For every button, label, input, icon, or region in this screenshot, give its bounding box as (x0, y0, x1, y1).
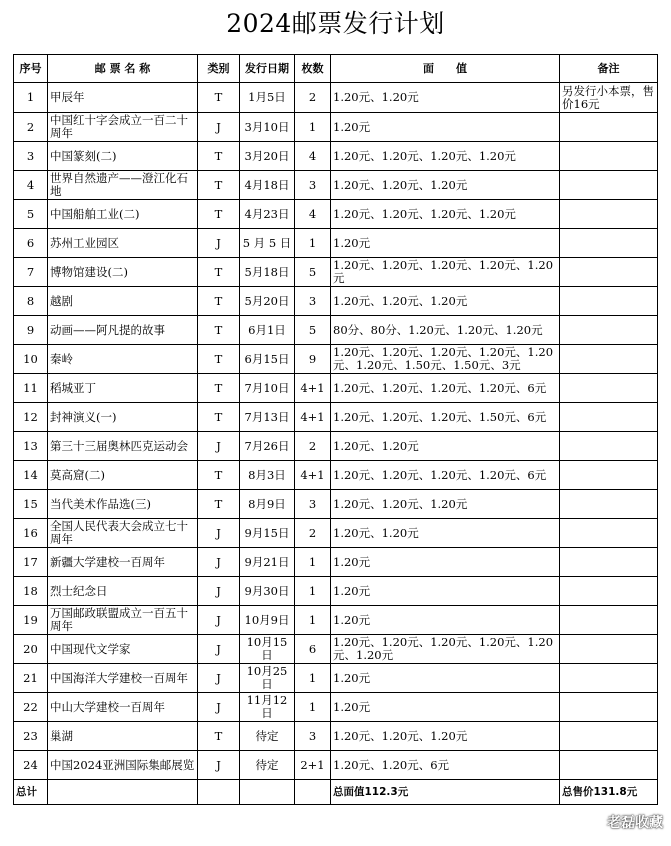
row-count: 3 (295, 490, 331, 519)
total-note: 总售价131.8元 (560, 780, 658, 805)
row-type: T (198, 83, 240, 113)
row-date: 7月13日 (240, 403, 295, 432)
table-row (14, 374, 658, 403)
row-name: 中国船舶工业(二) (48, 200, 198, 229)
row-value: 1.20元、1.20元、1.20元、1.20元、6元 (331, 461, 560, 490)
row-no: 6 (14, 229, 48, 258)
row-type: T (198, 258, 240, 287)
table-row (14, 548, 658, 577)
row-value: 1.20元、1.20元、1.20元 (331, 490, 560, 519)
row-count: 2 (295, 432, 331, 461)
row-date: 9月15日 (240, 519, 295, 548)
row-count: 3 (295, 722, 331, 751)
table-row (14, 461, 658, 490)
table-row (14, 722, 658, 751)
row-value: 1.20元 (331, 113, 560, 142)
table-row (14, 113, 658, 142)
table-row (14, 200, 658, 229)
row-note (560, 316, 658, 345)
row-type: J (198, 519, 240, 548)
row-name: 烈士纪念日 (48, 577, 198, 606)
total-empty (295, 780, 331, 805)
table-row (14, 316, 658, 345)
table-row (14, 635, 658, 664)
table-row (14, 142, 658, 171)
row-value: 1.20元 (331, 693, 560, 722)
row-type: T (198, 403, 240, 432)
row-type: J (198, 432, 240, 461)
row-type: J (198, 577, 240, 606)
row-no: 21 (14, 664, 48, 693)
total-row (14, 780, 658, 805)
row-count: 4+1 (295, 403, 331, 432)
table-row (14, 664, 658, 693)
row-count: 1 (295, 664, 331, 693)
table-row (14, 345, 658, 374)
row-count: 2 (295, 519, 331, 548)
row-count: 4+1 (295, 374, 331, 403)
row-count: 5 (295, 258, 331, 287)
row-value: 1.20元、1.20元、1.20元、1.20元 (331, 200, 560, 229)
row-date: 5月20日 (240, 287, 295, 316)
table-row (14, 287, 658, 316)
row-date: 10月9日 (240, 606, 295, 635)
row-note (560, 635, 658, 664)
row-no: 18 (14, 577, 48, 606)
table-row (14, 519, 658, 548)
page-title: 2024邮票发行计划 (226, 9, 445, 38)
watermark: 老磊收藏 (607, 815, 663, 831)
row-note (560, 664, 658, 693)
row-count: 9 (295, 345, 331, 374)
row-no: 2 (14, 113, 48, 142)
row-date: 5 月 5 日 (240, 229, 295, 258)
row-value: 1.20元、1.20元、1.20元、1.20元、1.20元、1.20元、1.50元、1.50元、3元 (331, 345, 560, 374)
row-note (560, 200, 658, 229)
row-no: 11 (14, 374, 48, 403)
row-name: 万国邮政联盟成立一百五十周年 (48, 606, 198, 635)
row-value: 1.20元、1.20元 (331, 519, 560, 548)
header-count: 枚数 (295, 55, 331, 83)
row-name: 中国现代文学家 (48, 635, 198, 664)
row-no: 1 (14, 83, 48, 113)
header-no: 序号 (14, 55, 48, 83)
row-note (560, 519, 658, 548)
row-no: 12 (14, 403, 48, 432)
row-note (560, 751, 658, 780)
row-count: 2 (295, 83, 331, 113)
row-value: 1.20元 (331, 548, 560, 577)
row-value: 1.20元、1.20元、6元 (331, 751, 560, 780)
row-note (560, 171, 658, 200)
row-note (560, 142, 658, 171)
row-count: 4 (295, 200, 331, 229)
row-date: 7月10日 (240, 374, 295, 403)
row-value: 1.20元、1.20元 (331, 83, 560, 113)
row-note: 另发行小本票，售价16元 (560, 83, 658, 113)
row-type: T (198, 316, 240, 345)
table-row (14, 229, 658, 258)
row-name: 莫高窟(二) (48, 461, 198, 490)
row-count: 4 (295, 142, 331, 171)
row-note (560, 374, 658, 403)
row-name: 中山大学建校一百周年 (48, 693, 198, 722)
row-note (560, 258, 658, 287)
row-value: 1.20元、1.20元、1.20元 (331, 171, 560, 200)
row-no: 24 (14, 751, 48, 780)
row-no: 20 (14, 635, 48, 664)
header-note: 备注 (560, 55, 658, 83)
row-no: 9 (14, 316, 48, 345)
table-row (14, 403, 658, 432)
row-type: J (198, 664, 240, 693)
row-name: 中国2024亚洲国际集邮展览 (48, 751, 198, 780)
header-value: 面 值 (331, 55, 560, 83)
table-row (14, 693, 658, 722)
row-date: 9月30日 (240, 577, 295, 606)
row-note (560, 113, 658, 142)
row-no: 4 (14, 171, 48, 200)
row-note (560, 693, 658, 722)
row-note (560, 229, 658, 258)
row-type: T (198, 374, 240, 403)
row-value: 1.20元 (331, 664, 560, 693)
row-count: 1 (295, 693, 331, 722)
row-name: 博物馆建设(二) (48, 258, 198, 287)
row-date: 8月9日 (240, 490, 295, 519)
table-row (14, 83, 658, 113)
row-date: 10月15日 (240, 635, 295, 664)
row-count: 4+1 (295, 461, 331, 490)
row-name: 苏州工业园区 (48, 229, 198, 258)
row-type: J (198, 229, 240, 258)
row-type: T (198, 490, 240, 519)
row-name: 全国人民代表大会成立七十周年 (48, 519, 198, 548)
row-value: 1.20元、1.20元、1.20元 (331, 287, 560, 316)
row-note (560, 345, 658, 374)
stamp-plan-table (13, 54, 658, 805)
row-name: 中国篆刻(二) (48, 142, 198, 171)
total-empty (240, 780, 295, 805)
row-value: 1.20元、1.20元、1.20元、1.50元、6元 (331, 403, 560, 432)
row-type: J (198, 548, 240, 577)
row-date: 8月3日 (240, 461, 295, 490)
row-value: 1.20元、1.20元、1.20元 (331, 722, 560, 751)
row-value: 1.20元 (331, 577, 560, 606)
row-date: 7月26日 (240, 432, 295, 461)
row-no: 15 (14, 490, 48, 519)
row-name: 中国红十字会成立一百二十周年 (48, 113, 198, 142)
row-value: 1.20元、1.20元、1.20元、1.20元、1.20元 (331, 258, 560, 287)
row-name: 秦岭 (48, 345, 198, 374)
row-type: J (198, 751, 240, 780)
row-no: 7 (14, 258, 48, 287)
row-no: 17 (14, 548, 48, 577)
row-type: T (198, 200, 240, 229)
row-date: 5月18日 (240, 258, 295, 287)
row-name: 越剧 (48, 287, 198, 316)
row-no: 23 (14, 722, 48, 751)
header-row (14, 55, 658, 83)
row-no: 19 (14, 606, 48, 635)
table-row (14, 606, 658, 635)
row-count: 6 (295, 635, 331, 664)
row-date: 待定 (240, 722, 295, 751)
row-count: 1 (295, 577, 331, 606)
total-label: 总计 (14, 780, 48, 805)
row-value: 1.20元、1.20元、1.20元、1.20元、6元 (331, 374, 560, 403)
row-date: 1月5日 (240, 83, 295, 113)
row-date: 待定 (240, 751, 295, 780)
row-count: 1 (295, 229, 331, 258)
row-count: 1 (295, 113, 331, 142)
row-name: 巢湖 (48, 722, 198, 751)
row-note (560, 722, 658, 751)
header-date: 发行日期 (240, 55, 295, 83)
row-date: 10月25日 (240, 664, 295, 693)
row-note (560, 461, 658, 490)
row-note (560, 606, 658, 635)
row-value: 80分、80分、1.20元、1.20元、1.20元 (331, 316, 560, 345)
header-type: 类别 (198, 55, 240, 83)
row-note (560, 403, 658, 432)
row-name: 中国海洋大学建校一百周年 (48, 664, 198, 693)
row-no: 8 (14, 287, 48, 316)
table-row (14, 171, 658, 200)
row-date: 11月12日 (240, 693, 295, 722)
row-count: 5 (295, 316, 331, 345)
row-type: T (198, 461, 240, 490)
row-date: 4月23日 (240, 200, 295, 229)
row-no: 5 (14, 200, 48, 229)
row-type: J (198, 113, 240, 142)
row-count: 3 (295, 171, 331, 200)
row-count: 1 (295, 606, 331, 635)
row-no: 3 (14, 142, 48, 171)
row-name: 第三十三届奥林匹克运动会 (48, 432, 198, 461)
row-name: 当代美术作品选(三) (48, 490, 198, 519)
total-value: 总面值112.3元 (331, 780, 560, 805)
row-value: 1.20元、1.20元、1.20元、1.20元 (331, 142, 560, 171)
row-note (560, 577, 658, 606)
row-no: 13 (14, 432, 48, 461)
table-row (14, 577, 658, 606)
row-date: 3月10日 (240, 113, 295, 142)
row-type: T (198, 142, 240, 171)
row-type: T (198, 171, 240, 200)
row-name: 新疆大学建校一百周年 (48, 548, 198, 577)
row-name: 稻城亚丁 (48, 374, 198, 403)
total-empty (48, 780, 198, 805)
table-row (14, 751, 658, 780)
row-value: 1.20元、1.20元 (331, 432, 560, 461)
row-date: 4月18日 (240, 171, 295, 200)
row-count: 2+1 (295, 751, 331, 780)
row-date: 6月1日 (240, 316, 295, 345)
row-no: 14 (14, 461, 48, 490)
row-date: 6月15日 (240, 345, 295, 374)
row-value: 1.20元 (331, 606, 560, 635)
table-row (14, 432, 658, 461)
row-type: T (198, 345, 240, 374)
row-type: J (198, 606, 240, 635)
row-name: 封神演义(一) (48, 403, 198, 432)
table-row (14, 258, 658, 287)
row-no: 16 (14, 519, 48, 548)
row-type: J (198, 693, 240, 722)
row-type: T (198, 287, 240, 316)
row-name: 世界自然遗产——澄江化石地 (48, 171, 198, 200)
row-note (560, 548, 658, 577)
row-value: 1.20元、1.20元、1.20元、1.20元、1.20元、1.20元 (331, 635, 560, 664)
row-date: 9月21日 (240, 548, 295, 577)
row-note (560, 432, 658, 461)
row-note (560, 287, 658, 316)
row-no: 10 (14, 345, 48, 374)
row-name: 动画——阿凡提的故事 (48, 316, 198, 345)
header-name: 邮 票 名 称 (48, 55, 198, 83)
row-count: 1 (295, 548, 331, 577)
row-type: T (198, 722, 240, 751)
row-value: 1.20元 (331, 229, 560, 258)
row-type: J (198, 635, 240, 664)
row-date: 3月20日 (240, 142, 295, 171)
total-empty (198, 780, 240, 805)
row-no: 22 (14, 693, 48, 722)
row-name: 甲辰年 (48, 83, 198, 113)
table-row (14, 490, 658, 519)
row-note (560, 490, 658, 519)
row-count: 3 (295, 287, 331, 316)
